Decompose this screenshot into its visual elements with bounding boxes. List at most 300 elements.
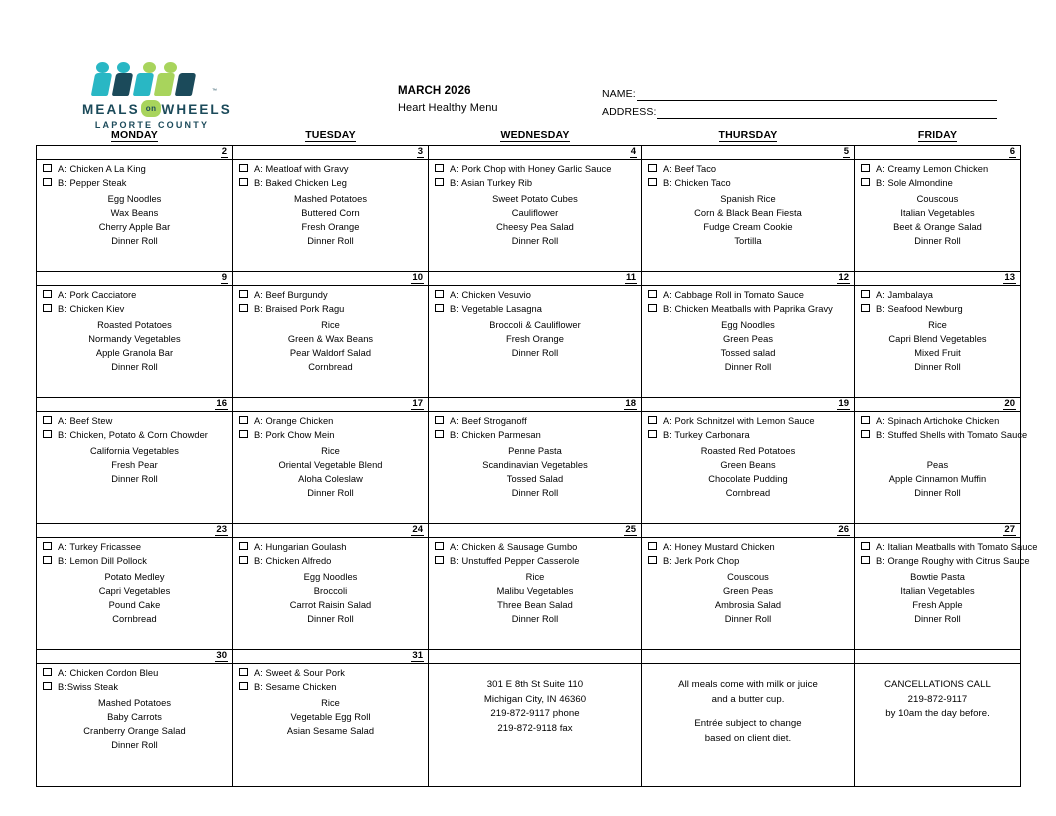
address-field-row [602,101,997,119]
date-number-cell [429,272,642,286]
entree-checkbox[interactable] [43,542,52,550]
side-dish: Broccoli & Cauliflower [489,320,581,330]
date-number: 3 [417,146,423,157]
entree-checkbox[interactable] [861,430,870,438]
entree-checkbox[interactable] [239,416,248,424]
name-label: NAME: [602,88,636,100]
entree-option[interactable] [235,429,426,443]
meal-cell [233,538,429,650]
meal-cell [429,160,642,272]
meal-cell [642,160,855,272]
entree-option[interactable] [39,429,230,443]
side-dishes [857,570,1018,626]
entree-label: B: Braised Pork Ragu [254,304,345,314]
meal-cell [37,664,233,787]
meal-cell [37,160,233,272]
side-dishes [644,570,852,626]
meal-cell [855,412,1028,524]
side-dish: Tortilla [734,236,762,246]
entree-checkbox[interactable] [43,430,52,438]
entree-option[interactable] [857,429,1028,443]
date-number-cell [642,146,855,160]
side-dish: Pound Cake [108,600,161,610]
entree-checkbox[interactable] [239,290,248,298]
side-dish: Apple Granola Bar [95,348,174,358]
entree-label: A: Beef Stew [58,416,113,426]
entree-option[interactable] [644,555,852,569]
entree-label: A: Chicken & Sausage Gumbo [450,542,578,552]
entree-checkbox[interactable] [435,430,444,438]
entree-options [644,163,852,191]
empty-date-cell [855,650,1021,664]
side-dish: Dinner Roll [511,614,559,624]
date-number-cell [233,272,429,286]
side-dish: Rice [321,446,340,456]
side-dishes [235,444,426,500]
entree-label: B: Chicken, Potato & Corn Chowder [58,430,208,440]
week-date-row [37,272,1021,286]
side-dish: Dinner Roll [111,740,158,750]
entree-checkbox[interactable] [239,682,248,690]
entree-label: A: Turkey Fricassee [58,542,142,552]
meal-cell [37,286,233,398]
entree-label: B:Swiss Steak [58,682,119,692]
entree-option[interactable] [39,289,230,303]
date-number-cell [855,272,1021,286]
date-number-cell [233,398,429,412]
entree-label: B: Jerk Pork Chop [663,556,740,566]
entree-options [235,415,426,443]
side-dishes [39,570,230,626]
entree-options [39,541,230,569]
week-meal-row [37,664,1021,787]
entree-option[interactable] [235,681,426,695]
entree-option[interactable] [857,303,1018,317]
name-field-row [602,83,997,101]
date-number: 16 [216,398,227,409]
meal-cell [233,412,429,524]
side-dish: Fresh Orange [301,222,360,232]
info-line: 219-872-9117 [907,693,968,705]
column-header-tuesday [233,129,429,146]
entree-label: B: Asian Turkey Rib [450,178,533,188]
entree-option[interactable] [644,303,852,317]
side-dishes [39,192,230,248]
info-spacer [646,707,850,717]
entree-option[interactable] [857,415,1018,429]
entree-option[interactable] [644,415,852,429]
entree-label: B: Pork Chow Mein [254,430,335,440]
entree-checkbox[interactable] [43,556,52,564]
column-header-friday [855,129,1021,146]
entree-checkbox[interactable] [435,556,444,564]
entree-checkbox[interactable] [239,542,248,550]
entree-option[interactable] [857,289,1018,303]
entree-option[interactable] [644,177,852,191]
entree-option[interactable] [235,163,426,177]
column-header-label: TUESDAY [305,129,356,141]
date-number-cell [37,524,233,538]
entree-label: A: Spinach Artichoke Chicken [876,416,1000,426]
column-header-thursday [642,129,855,146]
entree-label: A: Pork Chop with Honey Garlic Sauce [450,164,612,174]
entree-options [857,415,1028,443]
meal-cell [429,286,642,398]
entree-options [39,163,230,191]
entree-label: B: Turkey Carbonara [663,430,750,440]
entree-option[interactable] [39,303,230,317]
empty-date-cell [642,650,855,664]
meal-cell [37,538,233,650]
entree-checkbox[interactable] [435,178,444,186]
side-dish: Dinner Roll [111,236,158,246]
date-number-cell [855,146,1021,160]
entree-label: B: Seafood Newburg [876,304,963,314]
entree-checkbox[interactable] [861,164,870,172]
side-spacer [857,444,1018,458]
entree-label: B: Orange Roughy with Citrus Sauce [876,556,1030,566]
meal-cell [855,160,1021,272]
entree-checkbox[interactable] [648,304,657,312]
entree-label: A: Chicken A La King [58,164,146,174]
date-number: 10 [412,272,423,283]
date-number-cell [37,146,233,160]
side-dishes [235,318,426,374]
side-dishes [644,318,852,374]
side-dish: Mashed Potatoes [293,194,368,204]
date-number: 24 [412,524,423,535]
entree-checkbox[interactable] [239,556,248,564]
entree-checkbox[interactable] [435,416,444,424]
entree-label: A: Hungarian Goulash [254,542,347,552]
entree-options [39,289,230,317]
entree-label: B: Sole Almondine [876,178,953,188]
info-cell [429,664,642,787]
entree-checkbox[interactable] [435,542,444,550]
entree-checkbox[interactable] [861,416,870,424]
entree-checkbox[interactable] [43,416,52,424]
entree-option[interactable] [235,289,426,303]
entree-option[interactable] [39,681,230,695]
entree-checkbox[interactable] [43,668,52,676]
entree-option[interactable] [235,667,426,681]
entree-checkbox[interactable] [648,416,657,424]
entree-option[interactable] [39,667,230,681]
entree-label: A: Orange Chicken [254,416,334,426]
side-dish: Fudge Cream Cookie [703,222,793,232]
entree-checkbox[interactable] [43,304,52,312]
entree-label: B: Unstuffed Pepper Casserole [450,556,580,566]
entree-option[interactable] [39,541,230,555]
date-number-cell [37,650,233,664]
entree-checkbox[interactable] [648,178,657,186]
date-number: 6 [1009,146,1015,157]
side-dishes [857,444,1018,500]
info-line: All meals come with milk or juice [678,679,818,690]
side-dish: Rice [928,320,947,330]
side-dishes [644,192,852,248]
entree-checkbox[interactable] [435,304,444,312]
side-dish: California Vegetables [90,446,179,456]
entree-checkbox[interactable] [435,164,444,172]
entree-label: A: Cabbage Roll in Tomato Sauce [663,290,804,300]
name-input[interactable] [637,87,997,101]
week-date-row [37,650,1021,664]
address-input[interactable] [657,105,997,119]
side-dish: Couscous [916,194,959,204]
date-number: 23 [216,524,227,535]
entree-label: A: Creamy Lemon Chicken [876,164,989,174]
side-dish: Dinner Roll [511,348,559,358]
week-meal-row [37,286,1021,398]
entree-label: B: Sesame Chicken [254,682,337,692]
entree-options [235,289,426,317]
entree-label: A: Beef Burgundy [254,290,328,300]
side-dish: Beet & Orange Salad [893,222,982,232]
entree-option[interactable] [39,555,230,569]
info-line: Michigan City, IN 46360 [483,693,587,705]
entree-label: B: Chicken Meatballs with Paprika Gravy [663,304,833,314]
side-dishes [39,444,230,486]
entree-option[interactable] [857,163,1018,177]
entree-checkbox[interactable] [43,178,52,186]
date-number-cell [855,524,1021,538]
side-dish: Peas [926,460,949,470]
date-number: 27 [1004,524,1015,535]
entree-option[interactable] [39,163,230,177]
entree-checkbox[interactable] [648,290,657,298]
side-dish: Tossed Salad [506,474,564,484]
side-dish: Apple Cinnamon Muffin [888,474,987,484]
entree-options [431,163,639,191]
menu-month: MARCH 2026 [398,85,471,97]
entree-option[interactable] [431,429,639,443]
entree-checkbox[interactable] [239,164,248,172]
date-number [848,650,850,661]
entree-option[interactable] [431,163,639,177]
entree-options [235,163,426,191]
column-header-label: FRIDAY [917,129,958,141]
side-dishes [857,318,1018,374]
side-dish: Cranberry Orange Salad [83,726,186,736]
side-dish: Green Beans [720,460,776,470]
menu-subtitle: Heart Healthy Menu [398,102,498,114]
date-number: 19 [838,398,849,409]
entree-option[interactable] [235,541,426,555]
entree-checkbox[interactable] [435,290,444,298]
week-date-row [37,398,1021,412]
column-header-wednesday [429,129,642,146]
side-dish: Dinner Roll [307,488,354,498]
entree-option[interactable] [431,177,639,191]
entree-option[interactable] [857,541,1038,555]
calendar-header-row [37,129,1021,146]
entree-options [39,415,230,443]
side-dish: Dinner Roll [914,488,961,498]
date-number-cell [37,272,233,286]
week-meal-row [37,160,1021,272]
entree-option[interactable] [39,415,230,429]
column-header-label: WEDNESDAY [500,129,570,141]
menu-title-block [398,83,608,117]
side-dish: Dinner Roll [914,614,961,624]
entree-checkbox[interactable] [648,430,657,438]
entree-checkbox[interactable] [648,164,657,172]
side-dish: Dinner Roll [111,474,158,484]
entree-option[interactable] [431,289,639,303]
page-header [36,58,1020,130]
side-dish: Chocolate Pudding [708,474,788,484]
entree-checkbox[interactable] [648,542,657,550]
entree-checkbox[interactable] [648,556,657,564]
date-number-cell [233,524,429,538]
info-line: 301 E 8th St Suite 110 [486,679,584,690]
entree-label: B: Lemon Dill Pollock [58,556,147,566]
entree-label: A: Beef Taco [663,164,717,174]
menu-calendar [36,129,1038,787]
entree-checkbox[interactable] [239,304,248,312]
entree-option[interactable] [644,429,852,443]
side-dishes [235,192,426,248]
side-dish: Cornbread [725,488,771,498]
entree-label: A: Chicken Vesuvio [450,290,531,300]
entree-options [644,289,852,317]
date-number: 13 [1004,272,1015,283]
week-meal-row [37,412,1021,524]
entree-option[interactable] [431,415,639,429]
date-number: 5 [843,146,849,157]
entree-option[interactable] [431,303,639,317]
entree-checkbox[interactable] [239,430,248,438]
side-dish: Mixed Fruit [914,348,961,358]
date-number-cell [642,524,855,538]
date-number-cell [429,398,642,412]
entree-option[interactable] [857,177,1018,191]
side-dish: Baby Carrots [107,712,162,722]
date-number-cell [233,146,429,160]
entree-option[interactable] [235,177,426,191]
side-dish: Tossed salad [720,348,776,358]
side-dishes [39,696,230,752]
side-dish: Italian Vegetables [900,208,975,218]
side-dish: Ambrosia Salad [714,600,782,610]
logo-word-on: on [141,100,161,117]
entree-label: B: Baked Chicken Leg [254,178,347,188]
meal-cell [855,286,1021,398]
side-dish: Corn & Black Bean Fiesta [694,208,802,218]
side-dishes [235,570,426,626]
date-number [1014,650,1016,661]
entree-checkbox[interactable] [861,178,870,186]
entree-option[interactable] [235,555,426,569]
side-dish: Sweet Potato Cubes [492,194,578,204]
meals-on-wheels-logo [82,62,232,130]
side-dish: Rice [321,698,340,708]
entree-checkbox[interactable] [861,290,870,298]
column-header-label: MONDAY [111,129,158,141]
side-dish: Roasted Potatoes [97,320,172,330]
date-number-cell [429,524,642,538]
entree-option[interactable] [235,415,426,429]
entree-option[interactable] [644,289,852,303]
entree-label: B: Chicken Taco [663,178,731,188]
side-dish: Dinner Roll [914,236,961,246]
entree-label: A: Sweet & Sour Pork [254,668,345,678]
entree-checkbox[interactable] [861,542,870,550]
side-dish: Cauliflower [511,208,559,218]
info-line: Entrée subject to change [694,718,802,729]
meal-cell [855,538,1038,650]
meal-cell [642,538,855,650]
entree-option[interactable] [644,541,852,555]
info-cell [855,664,1021,787]
entree-option[interactable] [235,303,426,317]
entree-label: B: Vegetable Lasagna [450,304,542,314]
side-dish: Dinner Roll [111,362,158,372]
entree-label: A: Chicken Cordon Bleu [58,668,159,678]
side-dish: Capri Vegetables [98,586,171,596]
entree-checkbox[interactable] [239,178,248,186]
entree-label: A: Pork Schnitzel with Lemon Sauce [663,416,815,426]
entree-option[interactable] [431,541,639,555]
side-dish: Carrot Raisin Salad [289,600,372,610]
entree-label: B: Chicken Alfredo [254,556,332,566]
info-line: by 10am the day before. [885,708,990,719]
entree-option[interactable] [39,177,230,191]
info-line: and a butter cup. [711,693,785,705]
side-dish: Dinner Roll [307,614,354,624]
entree-checkbox[interactable] [861,556,870,564]
side-dishes [39,318,230,374]
date-number: 2 [221,146,227,157]
side-dish: Green & Wax Beans [287,334,374,344]
meal-cell [37,412,233,524]
side-dish: Oriental Vegetable Blend [278,460,383,470]
date-number [635,650,637,661]
entree-checkbox[interactable] [239,668,248,676]
entree-label: A: Beef Stroganoff [450,416,527,426]
logo-mark-icon [93,62,217,96]
side-dishes [235,696,426,738]
date-number-cell [855,398,1021,412]
info-cell [642,664,855,787]
entree-checkbox[interactable] [861,304,870,312]
entree-option[interactable] [857,555,1030,569]
info-line: 219-872-9117 phone [490,708,580,719]
date-number: 30 [216,650,227,661]
info-line: CANCELLATIONS CALL [884,679,991,690]
side-dish: Egg Noodles [107,194,162,204]
side-dish: Mashed Potatoes [97,698,172,708]
meal-cell [233,286,429,398]
side-dish: Wax Beans [110,208,159,218]
side-dish: Couscous [727,572,769,582]
entree-checkbox[interactable] [43,682,52,690]
side-dish: Broccoli [313,586,348,596]
entree-checkbox[interactable] [43,164,52,172]
logo-word-wheels: WHEELS [161,102,232,117]
entree-checkbox[interactable] [43,290,52,298]
side-dishes [431,444,639,500]
meal-cell [642,286,855,398]
entree-option[interactable] [431,555,639,569]
date-number: 31 [412,650,423,661]
week-date-row [37,146,1021,160]
entree-option[interactable] [644,163,852,177]
empty-date-cell [429,650,642,664]
side-dish: Spanish Rice [720,194,776,204]
side-dish: Cheesy Pea Salad [496,222,574,232]
